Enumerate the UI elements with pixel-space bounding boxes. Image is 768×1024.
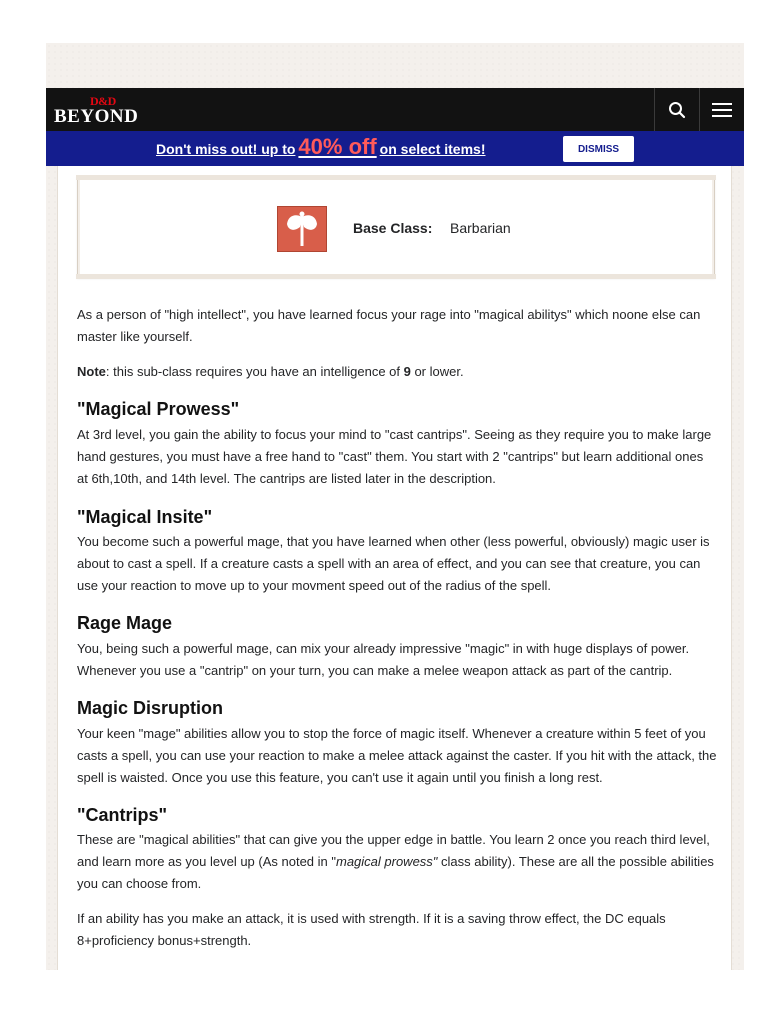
section-body-magical-insite: You become such a powerful mage, that you have learned when other (less powerful, obviously) magic user is about to cast a spell. If a creature casts a spell with an area of effect, and you can see that creature, you can use your reaction to move up to your movment speed out of the radius of the spell.: [77, 534, 710, 593]
base-class-label: Base Class:: [353, 220, 433, 236]
base-class-box: [77, 176, 715, 278]
note-prefix: : this sub-class requires you have an intelligence of: [105, 364, 404, 379]
promo-discount: 40% off: [298, 134, 377, 159]
closing-text: If an ability has you make an attack, it is used with strength. If it is a saving throw effect, the DC equals 8+proficiency bonus+strength.: [77, 911, 666, 948]
cantrips-body-italic: magical prowess": [335, 854, 438, 869]
search-button[interactable]: [654, 88, 698, 131]
hamburger-menu-icon: [712, 102, 732, 118]
intelligence-note: [77, 361, 717, 383]
intro-text: As a person of "high intellect", you have learned focus your rage into "magical abilitys" which noone else can master like yourself.: [77, 307, 701, 344]
note-suffix: or lower.: [410, 364, 464, 379]
barbarian-axe-icon: [277, 206, 327, 252]
section-body-cantrips: [77, 829, 717, 895]
site-header: [46, 88, 744, 131]
section-title-cantrips: "Cantrips": [77, 805, 168, 825]
menu-button[interactable]: [699, 88, 743, 131]
base-class-value[interactable]: Barbarian: [450, 220, 511, 236]
logo-beyond-text: BEYOND: [54, 106, 139, 127]
search-icon: [668, 101, 686, 119]
note-label: Note: [77, 364, 106, 379]
dismiss-button[interactable]: DISMISS: [563, 136, 634, 162]
section-title-magical-insite: "Magical Insite": [77, 507, 213, 527]
section-body-magic-disruption: Your keen "mage" abilities allow you to stop the force of magic itself. Whenever a creature within 5 feet of you casts a spell, you can use your reaction to make a melee attack against the caster. If you hit with the attack, the spell is waisted. Once you use this feature, you can't use it again until you finish a long rest.: [77, 726, 717, 785]
promo-suffix: on select items!: [379, 141, 486, 157]
section-body-rage-mage: You, being such a powerful mage, can mix your already impressive "magic" in with huge displays of power. Whenever you use a "cantrip" on your turn, you can make a melee weapon attack as part of the cantrip.: [77, 641, 690, 678]
cantrips-body-suffix: class ability). These are all the possible abilities you can choose from.: [77, 854, 714, 891]
section-title-magic-disruption: Magic Disruption: [77, 698, 224, 718]
dnd-beyond-logo[interactable]: [54, 94, 158, 126]
promo-banner: [46, 131, 744, 166]
section-title-magical-prowess: "Magical Prowess": [77, 399, 240, 419]
section-title-rage-mage: Rage Mage: [77, 613, 173, 633]
promo-link[interactable]: [156, 134, 486, 164]
note-value: 9: [403, 364, 411, 379]
section-body-magical-prowess: At 3rd level, you gain the ability to focus your mind to "cast cantrips". Seeing as they require you to make large hand gestures, you must have a free hand to "cast" them. You start with 2 "cantrips" but learn additional ones at 6th,10th, and 14th level. The cantrips are listed later in the description.: [77, 427, 712, 486]
promo-prefix: Don't miss out! up to: [156, 141, 296, 157]
cantrips-body-prefix: These are "magical abilities" that can give you the upper edge in battle. You learn 2 once you reach third level, and learn more as you level up (As noted in ": [77, 832, 710, 869]
subclass-content: [57, 166, 732, 970]
logo-dnd-text: D&D: [90, 94, 116, 108]
